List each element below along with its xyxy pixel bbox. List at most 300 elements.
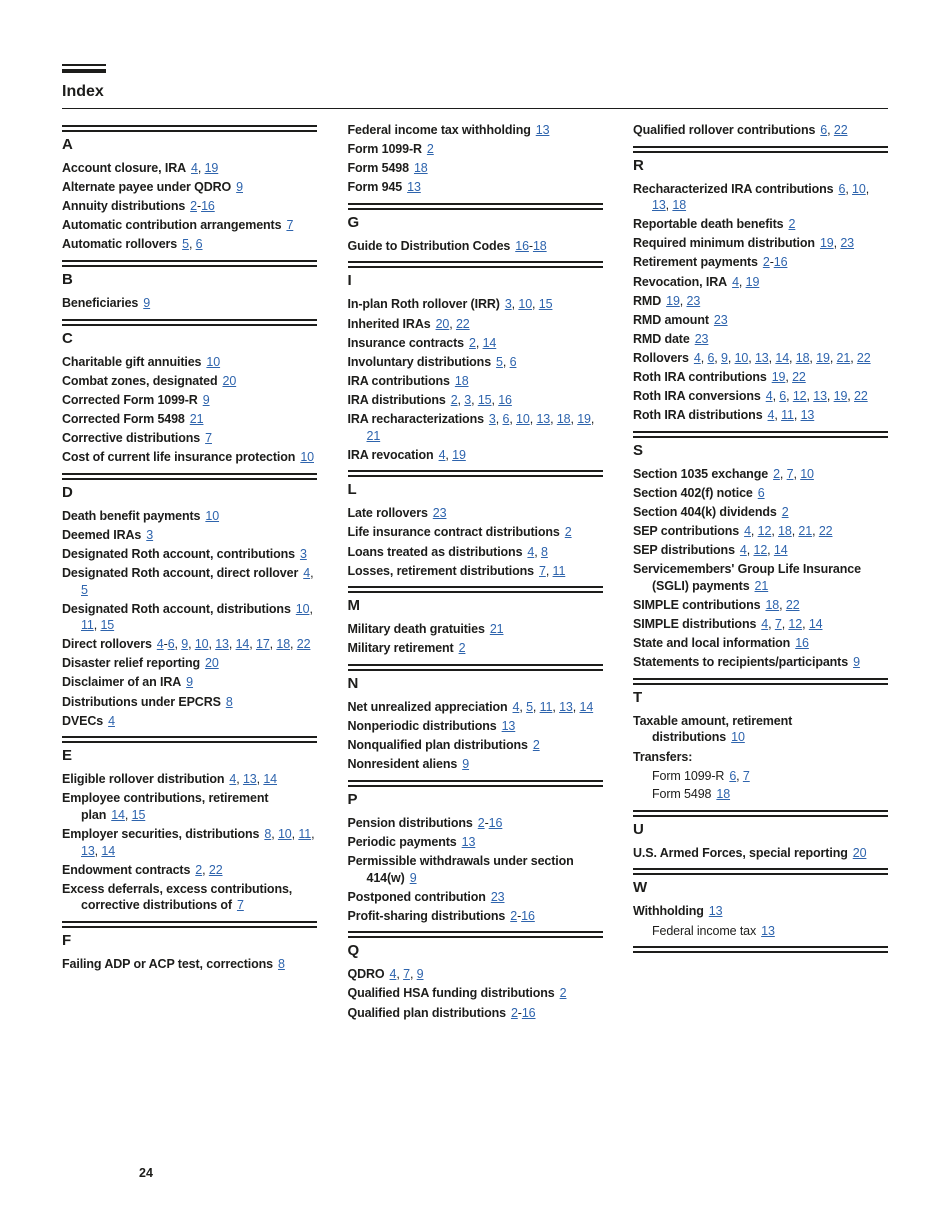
page-ref-link[interactable]: 2	[564, 525, 572, 540]
page-ref-link[interactable]: 12	[757, 524, 772, 539]
entry-term: Eligible rollover distribution	[62, 772, 225, 787]
page-ref-link[interactable]: 6	[729, 768, 737, 783]
ref-separator: ,	[736, 768, 743, 783]
page-ref-link[interactable]: 2	[190, 199, 198, 214]
page-ref-link[interactable]: 14	[808, 617, 823, 632]
page-ref-link[interactable]: 13	[81, 843, 95, 858]
page-ref-link[interactable]: 7	[286, 218, 294, 233]
ref-separator: ,	[833, 236, 841, 251]
page-ref-link[interactable]: 4	[303, 565, 311, 580]
page-refs	[410, 871, 417, 885]
page-ref-link[interactable]: 2	[195, 862, 203, 877]
entry-term: Designated Roth account, direct rollover	[62, 565, 299, 580]
page-ref-link[interactable]: 12	[753, 543, 768, 558]
page-ref-link[interactable]: 4	[693, 350, 701, 365]
ref-separator: ,	[445, 447, 453, 462]
ref-separator: ,	[271, 827, 278, 842]
page-ref-link[interactable]: 4	[761, 617, 769, 632]
page-ref-link[interactable]: 19	[816, 350, 830, 365]
index-entry	[633, 561, 888, 594]
page-ref-link[interactable]: 10	[277, 827, 292, 842]
page-ref-link[interactable]: 10	[731, 730, 745, 745]
page-ref-link[interactable]: 19	[819, 236, 834, 251]
section-divider	[633, 868, 888, 875]
ref-separator: ,	[409, 967, 417, 982]
page-ref-link[interactable]: 6	[779, 389, 787, 404]
entry-term: IRA contributions	[347, 373, 450, 388]
page-ref-link[interactable]: 2	[762, 255, 770, 270]
page-ref-link[interactable]: 13	[800, 408, 815, 423]
page-ref-link[interactable]: 19	[577, 412, 591, 427]
page-ref-link[interactable]: 3	[299, 546, 307, 561]
page-ref-link[interactable]: 4	[156, 637, 164, 652]
page-ref-link[interactable]: 4	[765, 389, 773, 404]
page-ref-link[interactable]: 6	[195, 237, 203, 252]
page-ref-link[interactable]: 9	[416, 967, 424, 982]
page-ref-link[interactable]: 11	[81, 618, 94, 633]
ref-separator: ,	[767, 543, 774, 558]
page-ref-link[interactable]: 10	[194, 637, 209, 652]
page-refs	[455, 374, 469, 388]
page-ref-link[interactable]: 22	[792, 370, 806, 385]
ref-separator: ,	[727, 350, 735, 365]
page-ref-link[interactable]: 13	[535, 123, 550, 137]
page-ref-link[interactable]: 4	[527, 544, 535, 559]
section-divider	[348, 470, 603, 477]
ref-separator: ,	[812, 524, 819, 539]
page-ref-link[interactable]: 13	[559, 699, 573, 714]
page-ref-link[interactable]: 2	[458, 641, 466, 656]
entry-term: Nonresident aliens	[347, 757, 458, 772]
page-ref-link[interactable]: 4	[767, 408, 775, 423]
page-ref-link[interactable]: 14	[775, 350, 790, 365]
index-entry	[348, 544, 603, 561]
page-ref-link[interactable]: 23	[490, 889, 505, 904]
page-ref-link[interactable]: 14	[579, 699, 594, 714]
section-divider	[62, 921, 317, 928]
page-ref-link[interactable]: 6	[167, 637, 175, 652]
page-ref-link[interactable]: 23	[840, 236, 855, 251]
page-ref-link[interactable]: 13	[407, 180, 421, 195]
ref-separator: ,	[311, 827, 315, 842]
section-divider	[62, 125, 317, 132]
ref-separator: ,	[236, 772, 243, 787]
page-ref-link[interactable]: 16	[773, 255, 788, 270]
page-ref-link[interactable]: 22	[854, 389, 868, 404]
page-ref-link[interactable]: 16	[498, 392, 512, 407]
page-ref-link[interactable]: 14	[482, 335, 497, 350]
page-ref-link[interactable]: 14	[773, 543, 788, 558]
page-ref-link[interactable]: 21	[189, 411, 204, 426]
ref-separator: ,	[768, 617, 775, 632]
index-entry	[348, 238, 603, 255]
index-entry	[62, 508, 317, 525]
page-ref-link[interactable]: 16	[521, 908, 535, 923]
page-ref-link[interactable]: 7	[403, 967, 410, 982]
page-ref-link[interactable]: 18	[276, 637, 291, 652]
page-ref-link[interactable]: 22	[785, 597, 800, 612]
page-ref-link[interactable]: 19	[666, 293, 680, 308]
index-entry	[633, 485, 888, 502]
ref-separator: ,	[746, 543, 754, 558]
ref-separator: ,	[779, 466, 787, 481]
index-entry	[62, 449, 317, 466]
page-ref-link[interactable]: 13	[461, 834, 476, 849]
ref-separator: ,	[570, 412, 578, 427]
page-ref-link[interactable]: 2	[477, 815, 485, 830]
page-ref-link[interactable]: 6	[707, 350, 715, 365]
page-ref-link[interactable]: 11	[539, 699, 553, 714]
page-ref-link[interactable]: 14	[235, 637, 250, 652]
ref-separator: ,	[519, 699, 527, 714]
page-ref-link[interactable]: 20	[435, 316, 450, 331]
entry-term: Form 5498	[652, 787, 712, 802]
page-ref-link[interactable]: 4	[191, 161, 198, 175]
ref-separator: ,	[269, 637, 277, 652]
page-refs	[469, 336, 496, 350]
page-ref-link[interactable]: 3	[504, 297, 512, 312]
page-ref-link[interactable]: 4	[744, 524, 751, 539]
ref-separator: ,	[774, 408, 782, 423]
page-ref-link[interactable]: 9	[721, 350, 728, 365]
page-ref-link[interactable]: 21	[489, 622, 504, 637]
ref-separator: ,	[310, 565, 314, 580]
entry-term: Account closure, IRA	[62, 161, 187, 175]
entry-term: Roth IRA conversions	[633, 389, 761, 404]
ref-separator: ,	[532, 699, 540, 714]
page-ref-link[interactable]: 8	[540, 544, 548, 559]
page-ref-link[interactable]: 12	[792, 389, 807, 404]
index-entry	[633, 523, 888, 540]
page-ref-link[interactable]: 11	[552, 563, 566, 578]
page-ref-link[interactable]: 18	[795, 350, 810, 365]
index-entry	[348, 908, 603, 925]
page-ref-link[interactable]: 9	[853, 655, 860, 670]
page-ref-link[interactable]: 4	[389, 967, 397, 982]
page-ref-link[interactable]: 7	[538, 563, 546, 578]
page-ref-link[interactable]: 18	[672, 198, 687, 213]
page-ref-link[interactable]: 4	[739, 543, 747, 558]
index-entry	[62, 826, 317, 859]
entry-term: Roth IRA distributions	[633, 408, 763, 423]
page-ref-link[interactable]: 22	[455, 316, 470, 331]
entry-term: Postponed contribution	[347, 889, 486, 904]
page-ref-link[interactable]: 3	[146, 527, 154, 542]
page-ref-link[interactable]: 18	[413, 161, 428, 176]
page-ref-link[interactable]: 6	[509, 354, 517, 369]
page-ref-link[interactable]: 9	[186, 675, 194, 690]
section-divider	[348, 931, 603, 938]
page-ref-link[interactable]: 18	[765, 597, 780, 612]
entry-term: IRA recharacterizations	[347, 412, 484, 427]
page-ref-link[interactable]: 3	[488, 412, 496, 427]
ref-separator: ,	[779, 597, 786, 612]
page-ref-link[interactable]: 21	[798, 524, 813, 539]
page-ref-link[interactable]: 10	[852, 181, 866, 196]
page-ref-link[interactable]: 18	[556, 412, 571, 427]
page-ref-link[interactable]: 10	[734, 350, 749, 365]
entry-term: Section 404(k) dividends	[633, 505, 777, 519]
page-refs	[226, 695, 233, 709]
page-ref-link[interactable]: 13	[215, 637, 229, 652]
page-ref-link[interactable]: 2	[773, 466, 780, 481]
entry-term: U.S. Armed Forces, special reporting	[633, 845, 848, 860]
index-entry	[633, 181, 888, 214]
page-ref-link[interactable]: 2	[426, 142, 434, 157]
entry-term: DVECs	[62, 713, 104, 728]
section-divider	[348, 664, 603, 671]
entry-term: Section 1035 exchange	[633, 466, 769, 481]
page-ref-link[interactable]: 14	[101, 843, 116, 858]
page-ref-link[interactable]: 3	[464, 392, 472, 407]
page-refs	[205, 509, 219, 523]
page-ref-link[interactable]: 13	[536, 412, 551, 427]
page-ref-link[interactable]: 21	[366, 428, 381, 443]
page-ref-link[interactable]: 2	[469, 335, 476, 350]
page-ref-link[interactable]: 20	[852, 845, 867, 860]
page-ref-link[interactable]: 13	[761, 923, 775, 938]
page-ref-link[interactable]: 16	[795, 636, 809, 651]
page-ref-link[interactable]: 4	[512, 699, 520, 714]
entry-term: Combat zones, designated	[62, 373, 218, 388]
page-ref-link[interactable]: 13	[754, 350, 769, 365]
page-ref-link[interactable]: 20	[222, 373, 237, 388]
page-ref-link[interactable]: 10	[516, 412, 530, 427]
page-ref-link[interactable]: 6	[820, 123, 828, 137]
page-ref-link[interactable]: 19	[771, 370, 786, 385]
entry-term: Late rollovers	[347, 506, 428, 521]
page-ref-link[interactable]: 6	[502, 412, 510, 427]
page-ref-link[interactable]: 14	[263, 772, 278, 787]
entry-term: Required minimum distribution	[633, 236, 815, 251]
page-ref-link[interactable]: 6	[757, 485, 765, 500]
page-refs	[186, 675, 193, 689]
ref-separator: ,	[491, 392, 499, 407]
ref-separator: ,	[495, 412, 503, 427]
index-entry	[62, 636, 317, 653]
page-refs	[694, 351, 871, 365]
ref-separator: ,	[457, 392, 465, 407]
page-ref-link[interactable]: 23	[713, 312, 728, 327]
page-ref-link[interactable]: 13	[708, 904, 723, 919]
index-entry	[633, 542, 888, 559]
index-entry	[348, 160, 603, 177]
index-entry	[62, 771, 317, 788]
page-ref-link[interactable]: 4	[732, 274, 739, 289]
page-ref-link[interactable]: 8	[264, 827, 272, 842]
page-ref-link[interactable]: 4	[229, 772, 237, 787]
page-ref-link[interactable]: 15	[538, 297, 553, 312]
page-ref-link[interactable]: 4	[108, 713, 115, 728]
page-refs	[761, 617, 822, 631]
ref-separator: ,	[94, 843, 102, 858]
page-ref-link[interactable]: 4	[438, 447, 446, 462]
page-ref-link[interactable]: 20	[205, 656, 219, 671]
index-column	[633, 122, 888, 957]
section-heading: L	[347, 481, 357, 499]
page-ref-link[interactable]: 15	[100, 618, 115, 633]
page-refs	[789, 217, 796, 231]
section-divider	[633, 678, 888, 685]
ref-separator: ,	[249, 637, 256, 652]
ref-separator: ,	[396, 967, 404, 982]
page-ref-link[interactable]: 22	[208, 862, 223, 877]
page-ref-link[interactable]: 13	[652, 198, 666, 213]
page-refs	[236, 180, 243, 194]
page-ref-link[interactable]: 11	[298, 827, 312, 842]
page-ref-link[interactable]: 9	[236, 180, 243, 195]
page-ref-link[interactable]: 17	[255, 637, 270, 652]
page-ref-link[interactable]: 18	[778, 524, 792, 539]
index-entry	[62, 179, 317, 196]
page-refs	[565, 525, 572, 539]
page-ref-link[interactable]: 10	[518, 297, 533, 312]
index-entry	[348, 354, 603, 371]
page-ref-link[interactable]: 18	[532, 238, 547, 253]
page-refs	[414, 161, 428, 175]
index-entry	[348, 640, 603, 657]
index-entry	[633, 216, 888, 233]
page-ref-link[interactable]: 23	[694, 331, 709, 346]
ref-separator: ,	[532, 297, 539, 312]
index-entry	[348, 373, 603, 390]
ref-range-dash: -	[528, 238, 533, 253]
page-ref-link[interactable]: 6	[838, 181, 846, 196]
entry-term: Guide to Distribution Codes	[347, 238, 511, 253]
page-ref-link[interactable]: 15	[477, 392, 492, 407]
page-refs	[190, 199, 215, 213]
index-column	[348, 122, 603, 1024]
ref-separator: ,	[552, 699, 560, 714]
section-divider	[62, 319, 317, 326]
page-ref-link[interactable]: 22	[818, 524, 833, 539]
page-ref-link[interactable]: 16	[521, 1005, 536, 1020]
page-ref-link[interactable]: 9	[181, 637, 189, 652]
page-ref-link[interactable]: 18	[716, 787, 731, 802]
index-entry	[348, 447, 603, 464]
page-ref-link[interactable]: 2	[450, 392, 458, 407]
page-ref-link[interactable]: 22	[296, 637, 311, 652]
entry-term: Permissible withdrawals under section 414(w)	[347, 853, 574, 885]
page-ref-link[interactable]: 23	[432, 506, 447, 521]
page-ref-link[interactable]: 7	[742, 768, 750, 783]
page-ref-link[interactable]: 10	[205, 508, 220, 523]
page-refs	[462, 835, 476, 849]
page-ref-link[interactable]: 5	[496, 354, 503, 369]
page-ref-link[interactable]: 2	[559, 986, 567, 1001]
page-ref-link[interactable]: 7	[786, 466, 794, 481]
page-ref-link[interactable]: 16	[488, 815, 503, 830]
page-refs	[820, 123, 847, 137]
entry-term: Pension distributions	[347, 815, 473, 830]
page-ref-link[interactable]: 5	[526, 699, 533, 714]
page-ref-link[interactable]: 12	[788, 617, 803, 632]
page-ref-link[interactable]: 16	[201, 199, 215, 214]
page-ref-link[interactable]: 13	[813, 389, 827, 404]
page-refs	[772, 370, 806, 384]
page-ref-link[interactable]: 23	[686, 293, 701, 308]
ref-separator: ,	[502, 354, 510, 369]
ref-separator: ,	[785, 370, 793, 385]
index-entry	[633, 350, 888, 367]
page-refs	[195, 863, 222, 877]
index-entry	[62, 655, 317, 672]
entry-term: Withholding	[633, 904, 704, 919]
index-entry	[62, 392, 317, 409]
section-heading: W	[633, 879, 648, 897]
page-ref-link[interactable]: 2	[788, 217, 796, 232]
ref-separator: ,	[228, 637, 236, 652]
index-entry	[62, 601, 317, 634]
page-ref-link[interactable]: 11	[781, 408, 794, 423]
ref-separator: ,	[768, 350, 776, 365]
ref-separator: ,	[188, 637, 195, 652]
index-entry	[62, 430, 317, 447]
page-ref-link[interactable]: 9	[409, 870, 417, 885]
page-ref-link[interactable]: 9	[202, 392, 210, 407]
page-ref-link[interactable]: 15	[131, 807, 146, 822]
entry-term: Designated Roth account, distributions	[62, 601, 291, 616]
page-ref-link[interactable]: 19	[833, 389, 848, 404]
page-ref-link[interactable]: 7	[236, 898, 244, 913]
page-ref-link[interactable]: 16	[515, 238, 529, 253]
page-ref-link[interactable]: 5	[182, 237, 189, 252]
page-ref-link[interactable]: 21	[836, 350, 851, 365]
page-refs	[478, 816, 503, 830]
header-mark	[62, 64, 106, 73]
entry-term: Nonperiodic distributions	[347, 718, 497, 733]
page-ref-link[interactable]: 22	[856, 350, 871, 365]
page-ref-link[interactable]: 9	[462, 757, 470, 772]
page-ref-link[interactable]: 2	[510, 908, 518, 923]
page-ref-link[interactable]: 18	[454, 373, 469, 388]
page-refs	[732, 275, 759, 289]
entry-term: Recharacterized IRA contributions	[633, 181, 834, 196]
page-ref-link[interactable]: 8	[278, 957, 285, 971]
page-ref-link[interactable]: 9	[143, 295, 151, 310]
page-ref-link[interactable]: 19	[452, 447, 466, 462]
page-ref-link[interactable]: 2	[781, 505, 789, 519]
page-ref-link[interactable]: 7	[205, 430, 212, 445]
page-ref-link[interactable]: 2	[532, 738, 540, 753]
page-ref-link[interactable]: 19	[204, 161, 219, 175]
page-refs	[820, 236, 854, 250]
index-entry	[62, 694, 317, 711]
page-ref-link[interactable]: 13	[501, 718, 516, 733]
page-ref-link[interactable]: 10	[300, 450, 314, 465]
index-entry	[633, 786, 888, 803]
page-refs	[755, 579, 769, 593]
index-entry	[62, 881, 317, 914]
page-ref-link[interactable]: 21	[754, 578, 769, 593]
page-ref-link[interactable]: 22	[833, 123, 848, 137]
page-ref-link[interactable]: 13	[242, 772, 257, 787]
page-ref-link[interactable]: 5	[81, 582, 88, 597]
page-ref-link[interactable]: 8	[225, 694, 233, 709]
entry-term: RMD amount	[633, 312, 709, 327]
section-divider	[348, 586, 603, 593]
page-ref-link[interactable]: 10	[295, 601, 310, 616]
page-ref-link[interactable]: 14	[111, 807, 125, 822]
section-divider	[62, 260, 317, 267]
page-ref-link[interactable]: 19	[745, 274, 760, 289]
page-ref-link[interactable]: 7	[774, 617, 782, 632]
ref-separator: ,	[208, 637, 216, 652]
page-ref-link[interactable]: 10	[800, 466, 814, 481]
page-ref-link[interactable]: 10	[206, 354, 221, 369]
page-ref-link[interactable]: 2	[510, 1005, 518, 1020]
page-refs	[744, 524, 832, 538]
